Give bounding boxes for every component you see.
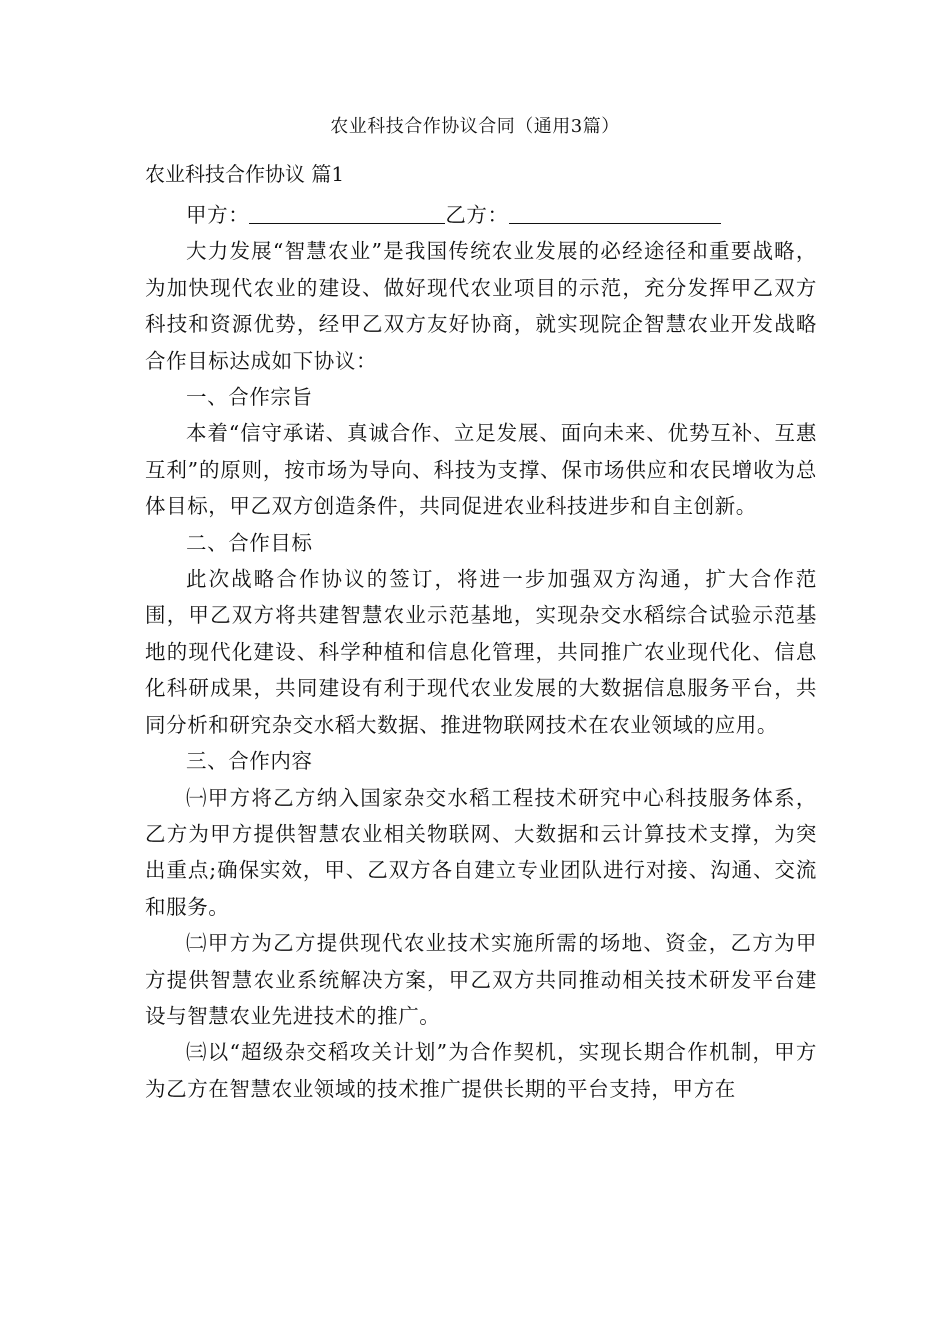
heading-cooperation-purpose: 一、合作宗旨 xyxy=(186,385,313,410)
party-b-blank-field xyxy=(509,201,721,224)
content-item-2: ㈡甲方为乙方提供现代农业技术实施所需的场地、资金，乙方为甲方提供智慧农业系统解决方案，甲乙双方共同推动相关技术研发平台建设与智慧农业先进技术的推广。 xyxy=(145,931,817,1028)
heading-cooperation-goals: 二、合作目标 xyxy=(186,530,313,555)
party-a-label: 甲方： xyxy=(186,203,250,227)
document-title: 农业科技合作协议合同（通用3篇） xyxy=(330,116,620,137)
goals-paragraph: 此次战略合作协议的签订，将进一步加强双方沟通，扩大合作范围，甲乙双方将共建智慧农业示范基地，实现杂交水稻综合试验示范基地的现代化建设、科学种植和信息化管理，共同推广农业现代化、信息化科研成果，共同建设有利于现代农业发展的大数据信息服务平台，共同分析和研究杂交水稻大数据、推进物联网技术在农业领域的应用。 xyxy=(145,567,817,737)
party-a-blank-field xyxy=(249,201,445,224)
party-b-label: 乙方： xyxy=(445,203,509,227)
party-line xyxy=(145,197,817,233)
document-body xyxy=(145,197,817,1107)
content-item-1: ㈠甲方将乙方纳入国家杂交水稻工程技术研究中心科技服务体系，乙方为甲方提供智慧农业相关物联网、大数据和云计算技术支撑，为突出重点;确保实效，甲、乙双方各自建立专业团队进行对接、沟通、交流和服务。 xyxy=(145,785,817,919)
intro-paragraph: 大力发展“智慧农业”是我国传统农业发展的必经途径和重要战略，为加快现代农业的建设、做好现代农业项目的示范，充分发挥甲乙双方科技和资源优势，经甲乙双方友好协商，就实现院企智慧农业开发战略合作目标达成如下协议： xyxy=(145,239,817,373)
purpose-paragraph: 本着“信守承诺、真诚合作、立足发展、面向未来、优势互补、互惠互利”的原则，按市场为导向、科技为支撑、保市场供应和农民增收为总体目标，甲乙双方创造条件，共同促进农业科技进步和自主创新。 xyxy=(145,421,817,519)
content-item-3: ㈢以“超级杂交稻攻关计划”为合作契机，实现长期合作机制，甲方为乙方在智慧农业领域的技术推广提供长期的平台支持，甲方在 xyxy=(145,1040,817,1101)
section-title: 农业科技合作协议 篇1 xyxy=(145,162,345,186)
heading-cooperation-content: 三、合作内容 xyxy=(186,749,313,774)
